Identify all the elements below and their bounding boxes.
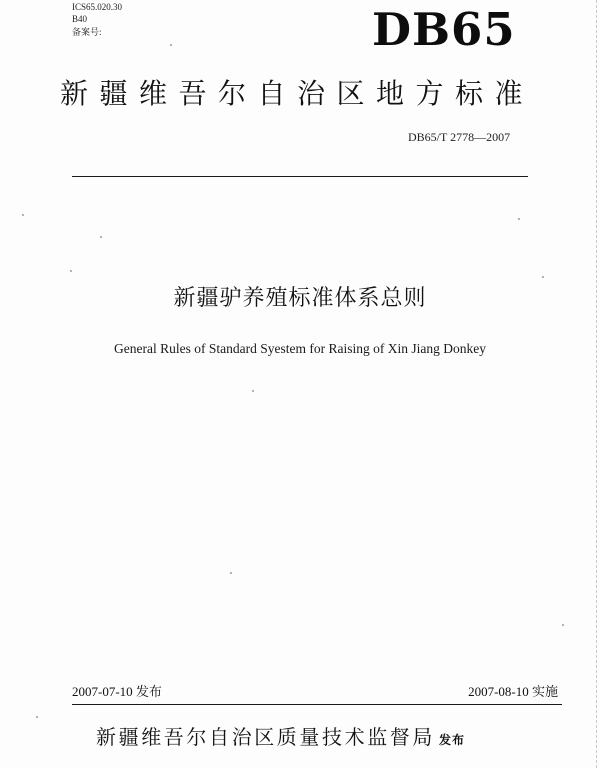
publisher-suffix: 发布 bbox=[439, 733, 466, 747]
scan-speck bbox=[252, 390, 254, 392]
document-title-chinese: 新疆驴养殖标准体系总则 bbox=[173, 286, 427, 311]
scan-speck bbox=[70, 270, 72, 272]
ics-code: ICS65.020.30 bbox=[72, 2, 123, 12]
scan-speck bbox=[22, 214, 24, 216]
issue-date: 2007-07-10 发布 bbox=[72, 684, 162, 699]
db65-logo: DB65 bbox=[372, 3, 516, 56]
scan-speck bbox=[518, 218, 520, 220]
document-title-english: General Rules of Standard Syestem for Raising of Xin Jiang Donkey bbox=[114, 341, 486, 356]
scan-speck bbox=[100, 236, 102, 238]
classification-code: B40 bbox=[72, 14, 88, 24]
footer-divider bbox=[72, 704, 562, 705]
scan-speck bbox=[562, 624, 564, 626]
standard-number: DB65/T 2778—2007 bbox=[408, 130, 511, 144]
scan-edge-marks bbox=[594, 0, 597, 768]
scan-speck bbox=[170, 44, 172, 46]
local-standard-heading: 新疆维吾尔自治区地方标准 bbox=[60, 77, 535, 110]
publisher-name: 新疆维吾尔自治区质量技术监督局 bbox=[96, 725, 435, 749]
header-divider bbox=[72, 176, 528, 177]
scan-speck bbox=[542, 276, 544, 278]
scan-speck bbox=[36, 716, 38, 718]
effective-date: 2007-08-10 实施 bbox=[468, 684, 558, 699]
scan-speck bbox=[230, 572, 232, 574]
record-number-label: 备案号: bbox=[72, 27, 102, 37]
publisher-line bbox=[96, 724, 465, 753]
